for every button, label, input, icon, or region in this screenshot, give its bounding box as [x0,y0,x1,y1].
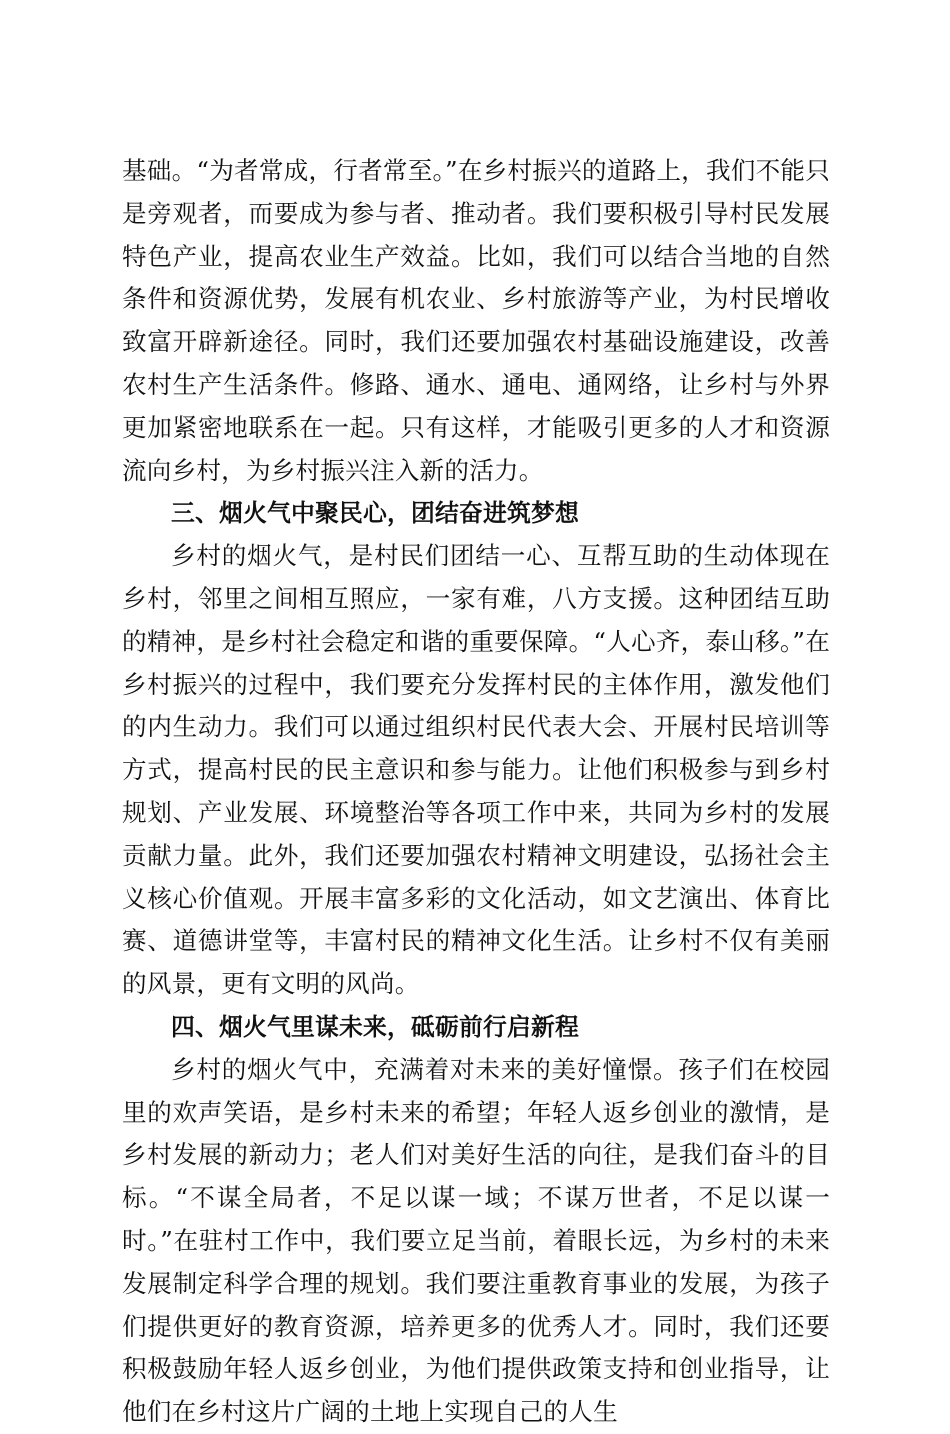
paragraph-1: 基础。“为者常成，行者常至。”在乡村振兴的道路上，我们不能只是旁观者，而要成为参与者、推动者。我们要积极引导村民发展特色产业，提高农业生产效益。比如，我们可以结合当地的自然条件和资源优势，发展有机农业、乡村旅游等产业，为村民增收致富开辟新途径。同时，我们还要加强农村基础设施建设，改善农村生产生活条件。修路、通水、通电、通网络，让乡村与外界更加紧密地联系在一起。只有这样，才能吸引更多的人才和资源流向乡村，为乡村振兴注入新的活力。 [122,156,830,485]
paragraph-3: 乡村的烟火气中，充满着对未来的美好憧憬。孩子们在校园里的欢声笑语，是乡村未来的希望；年轻人返乡创业的激情，是乡村发展的新动力；老人们对美好生活的向往，是我们奋斗的目标。“不谋全局者，不足以谋一域；不谋万世者，不足以谋一时。”在驻村工作中，我们要立足当前，着眼长远，为乡村的未来发展制定科学合理的规划。我们要注重教育事业的发展，为孩子们提供更好的教育资源，培养更多的优秀人才。同时，我们还要积极鼓励年轻人返乡创业，为他们提供政策支持和创业指导，让他们在乡村这片广阔的土地上实现自己的人生 [122,1054,830,1427]
section-heading-3: 三、烟火气中聚民心，团结奋进筑梦想 [171,499,579,528]
paragraph-2: 乡村的烟火气，是村民们团结一心、互帮互助的生动体现在乡村，邻里之间相互照应，一家有难，八方支援。这种团结互助的精神，是乡村社会稳定和谐的重要保障。“人心齐，泰山移。”在乡村振兴的过程中，我们要充分发挥村民的主体作用，激发他们的内生动力。我们可以通过组织村民代表大会、开展村民培训等方式，提高村民的民主意识和参与能力。让他们积极参与到乡村规划、产业发展、环境整治等各项工作中来，共同为乡村的发展贡献力量。此外，我们还要加强农村精神文明建设，弘扬社会主义核心价值观。开展丰富多彩的文化活动，如文艺演出、体育比赛、道德讲堂等，丰富村民的精神文化生活。让乡村不仅有美丽的风景，更有文明的风尚。 [122,541,830,999]
document-body [122,150,830,1434]
section-heading-4: 四、烟火气里谋未来，砥砺前行启新程 [171,1012,579,1041]
